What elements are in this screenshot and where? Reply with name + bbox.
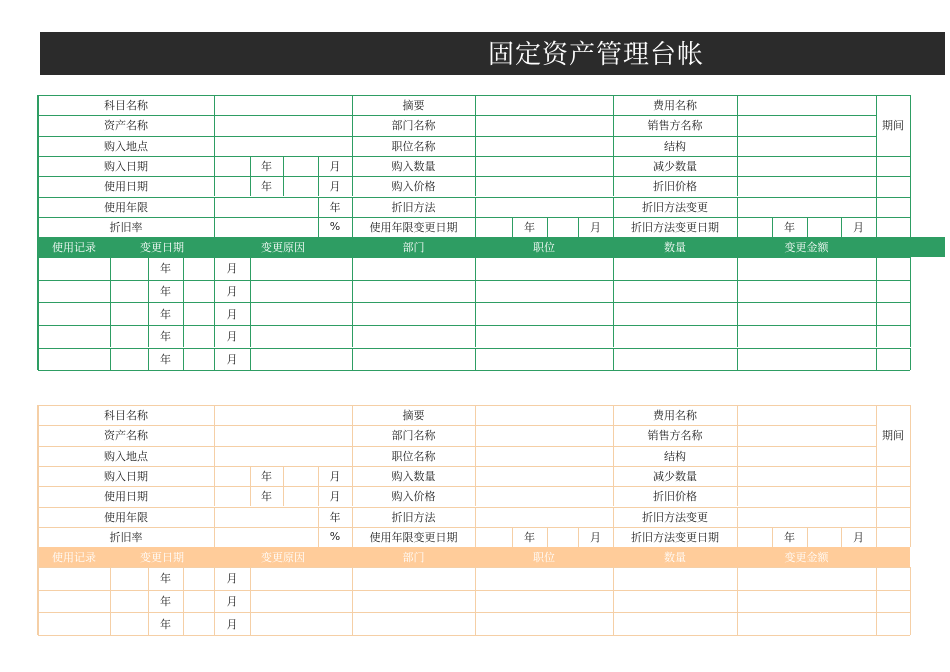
record-header-3: 部门 <box>402 551 425 565</box>
input-cell[interactable] <box>214 466 250 486</box>
record-input-cell[interactable] <box>250 348 352 371</box>
input-cell[interactable] <box>214 486 250 506</box>
header-cell[interactable]: 职位名称 <box>391 139 436 153</box>
input-cell[interactable] <box>214 136 352 156</box>
input-cell[interactable] <box>737 197 876 217</box>
record-input-cell[interactable] <box>352 302 475 325</box>
grid-line <box>910 348 911 371</box>
grid-line <box>910 405 911 547</box>
record-input-cell[interactable] <box>110 325 148 348</box>
input-cell[interactable] <box>547 217 578 237</box>
input-cell[interactable] <box>737 486 876 506</box>
record-input-cell[interactable] <box>613 612 737 635</box>
record-header-0: 使用记录 <box>52 241 96 255</box>
record-input-cell[interactable] <box>250 612 352 635</box>
header-cell[interactable]: 减少数量 <box>653 160 697 174</box>
record-input-cell[interactable] <box>737 590 876 613</box>
header-cell[interactable]: 使用年限变更日期 <box>369 530 458 544</box>
input-cell[interactable] <box>737 527 772 547</box>
grid-line <box>38 95 39 370</box>
header-cell[interactable]: 部门名称 <box>391 119 436 133</box>
grid-line <box>876 466 877 486</box>
header-cell[interactable]: 资产名称 <box>104 429 148 443</box>
header-cell[interactable]: 使用年限变更日期 <box>369 220 458 234</box>
record-input-cell[interactable] <box>613 348 737 371</box>
header-cell[interactable]: 折旧方法变更 <box>642 510 708 524</box>
record-input-cell[interactable] <box>475 280 613 303</box>
grid-line <box>876 486 877 506</box>
header-cell[interactable]: 购入价格 <box>391 490 436 504</box>
record-month-label[interactable]: 月 <box>226 262 238 276</box>
record-input-cell[interactable] <box>475 325 613 348</box>
input-cell[interactable] <box>475 486 613 506</box>
record-input-cell[interactable] <box>250 280 352 303</box>
record-input-cell[interactable] <box>110 348 148 371</box>
grid-line <box>876 156 910 157</box>
record-input-cell[interactable] <box>613 325 737 348</box>
record-input-cell[interactable] <box>876 257 910 280</box>
input-cell[interactable] <box>737 507 876 527</box>
header-cell[interactable]: 月 <box>590 220 601 234</box>
grid-line <box>910 567 911 590</box>
header-cell[interactable]: 月 <box>329 490 341 504</box>
input-cell[interactable] <box>475 95 613 115</box>
header-cell[interactable]: 购入数量 <box>391 160 436 174</box>
record-input-cell[interactable] <box>38 257 110 280</box>
header-cell[interactable]: 折旧方法变更日期 <box>631 220 719 234</box>
header-cell[interactable]: 月 <box>329 160 341 174</box>
page-title: 固定资产管理台帐 <box>488 40 705 70</box>
record-input-cell[interactable] <box>737 280 876 303</box>
input-cell[interactable] <box>737 405 876 425</box>
record-input-cell[interactable] <box>38 567 110 590</box>
header-cell[interactable]: % <box>329 530 341 544</box>
record-input-cell[interactable] <box>183 612 214 635</box>
record-header-3: 部门 <box>402 241 425 255</box>
input-cell[interactable] <box>214 115 352 135</box>
record-year-label[interactable]: 年 <box>160 572 171 586</box>
header-cell[interactable]: 费用名称 <box>653 99 697 113</box>
grid-line <box>910 280 911 303</box>
record-header-0: 使用记录 <box>52 551 96 565</box>
input-cell[interactable] <box>737 136 876 156</box>
header-cell[interactable]: 部门名称 <box>391 429 436 443</box>
record-header-2: 变更原因 <box>261 551 305 565</box>
input-cell[interactable] <box>807 527 841 547</box>
input-cell[interactable] <box>475 527 512 547</box>
grid-line <box>910 325 911 348</box>
header-cell[interactable]: 月 <box>853 220 864 234</box>
record-input-cell[interactable] <box>110 567 148 590</box>
header-cell[interactable]: 使用年限 <box>104 510 148 524</box>
header-cell[interactable]: 购入日期 <box>104 470 148 484</box>
record-input-cell[interactable] <box>475 348 613 371</box>
record-year-label[interactable]: 年 <box>160 307 171 321</box>
header-cell[interactable]: 销售方名称 <box>647 119 703 133</box>
header-cell[interactable]: 使用日期 <box>104 180 148 194</box>
input-cell[interactable] <box>214 197 318 217</box>
grid-line <box>910 95 911 237</box>
input-cell[interactable] <box>547 527 578 547</box>
input-cell[interactable] <box>475 176 613 196</box>
record-input-cell[interactable] <box>737 612 876 635</box>
period-label[interactable]: 期间 <box>882 429 904 443</box>
input-cell[interactable] <box>214 176 250 196</box>
header-cell[interactable]: 折旧价格 <box>653 180 697 194</box>
grid-line <box>38 635 910 636</box>
grid-line <box>38 405 39 635</box>
record-input-cell[interactable] <box>38 612 110 635</box>
input-cell[interactable] <box>283 156 318 176</box>
record-input-cell[interactable] <box>737 302 876 325</box>
input-cell[interactable] <box>737 425 876 445</box>
input-cell[interactable] <box>475 425 613 445</box>
grid-line <box>876 527 910 528</box>
record-header-4: 职位 <box>533 551 555 565</box>
record-input-cell[interactable] <box>183 280 214 303</box>
header-cell[interactable]: 年 <box>261 160 272 174</box>
record-input-cell[interactable] <box>250 302 352 325</box>
header-cell[interactable]: 年 <box>261 180 272 194</box>
record-month-label[interactable]: 月 <box>226 617 238 631</box>
record-input-cell[interactable] <box>250 567 352 590</box>
header-cell[interactable]: 折旧价格 <box>653 490 697 504</box>
header-cell[interactable]: 折旧方法 <box>391 510 436 524</box>
record-header-5: 数量 <box>664 241 686 255</box>
grid-line <box>876 176 877 196</box>
grid-line <box>876 466 910 467</box>
record-input-cell[interactable] <box>475 590 613 613</box>
record-month-label[interactable]: 月 <box>226 352 238 366</box>
header-cell[interactable]: 年 <box>524 530 535 544</box>
grid-line <box>910 590 911 613</box>
input-cell[interactable] <box>737 156 876 176</box>
record-input-cell[interactable] <box>475 302 613 325</box>
record-input-cell[interactable] <box>250 257 352 280</box>
header-cell[interactable]: 年 <box>261 490 272 504</box>
record-input-cell[interactable] <box>250 325 352 348</box>
grid-line <box>38 370 910 371</box>
record-header-1: 变更日期 <box>140 551 184 565</box>
record-input-cell[interactable] <box>876 590 910 613</box>
header-cell[interactable]: 结构 <box>664 449 686 463</box>
record-header-5: 数量 <box>664 551 686 565</box>
input-cell[interactable] <box>214 156 250 176</box>
record-input-cell[interactable] <box>876 280 910 303</box>
header-cell[interactable]: 购入数量 <box>391 470 436 484</box>
input-cell[interactable] <box>475 446 613 466</box>
input-cell[interactable] <box>214 446 352 466</box>
record-header-1: 变更日期 <box>140 241 184 255</box>
record-header-4: 职位 <box>533 241 555 255</box>
record-input-cell[interactable] <box>876 612 910 635</box>
record-input-cell[interactable] <box>613 567 737 590</box>
record-input-cell[interactable] <box>876 302 910 325</box>
record-input-cell[interactable] <box>110 280 148 303</box>
record-input-cell[interactable] <box>183 302 214 325</box>
record-input-cell[interactable] <box>475 567 613 590</box>
record-input-cell[interactable] <box>613 302 737 325</box>
input-cell[interactable] <box>475 405 613 425</box>
record-input-cell[interactable] <box>38 590 110 613</box>
record-input-cell[interactable] <box>352 348 475 371</box>
record-input-cell[interactable] <box>110 590 148 613</box>
record-year-label[interactable]: 年 <box>160 330 171 344</box>
input-cell[interactable] <box>737 217 772 237</box>
record-input-cell[interactable] <box>876 325 910 348</box>
record-input-cell[interactable] <box>737 567 876 590</box>
header-cell[interactable]: 年 <box>261 470 272 484</box>
header-cell[interactable]: 折旧方法 <box>391 200 436 214</box>
record-input-cell[interactable] <box>183 257 214 280</box>
record-input-cell[interactable] <box>110 302 148 325</box>
input-cell[interactable] <box>475 466 613 486</box>
grid-line <box>876 197 910 198</box>
record-input-cell[interactable] <box>613 280 737 303</box>
record-input-cell[interactable] <box>737 325 876 348</box>
input-cell[interactable] <box>737 115 876 135</box>
record-year-label[interactable]: 年 <box>160 284 171 298</box>
grid-line <box>910 612 911 635</box>
record-input-cell[interactable] <box>876 567 910 590</box>
record-month-label[interactable]: 月 <box>226 594 238 608</box>
record-year-label[interactable]: 年 <box>160 617 171 631</box>
grid-line <box>876 507 910 508</box>
header-cell[interactable]: 年 <box>524 220 535 234</box>
record-input-cell[interactable] <box>876 348 910 371</box>
header-cell[interactable]: 折旧率 <box>109 220 143 234</box>
record-month-label[interactable]: 月 <box>226 307 238 321</box>
record-input-cell[interactable] <box>38 348 110 371</box>
record-input-cell[interactable] <box>352 590 475 613</box>
input-cell[interactable] <box>214 527 318 547</box>
record-input-cell[interactable] <box>737 257 876 280</box>
record-month-label[interactable]: 月 <box>226 330 238 344</box>
record-input-cell[interactable] <box>475 257 613 280</box>
input-cell[interactable] <box>475 156 613 176</box>
header-cell[interactable]: 折旧率 <box>109 530 143 544</box>
record-input-cell[interactable] <box>183 590 214 613</box>
record-input-cell[interactable] <box>183 348 214 371</box>
input-cell[interactable] <box>475 217 512 237</box>
record-year-label[interactable]: 年 <box>160 594 171 608</box>
period-label[interactable]: 期间 <box>882 119 904 133</box>
input-cell[interactable] <box>214 507 318 527</box>
record-input-cell[interactable] <box>352 257 475 280</box>
header-cell[interactable]: 月 <box>590 530 601 544</box>
input-cell[interactable] <box>475 115 613 135</box>
input-cell[interactable] <box>214 425 352 445</box>
record-input-cell[interactable] <box>352 612 475 635</box>
header-cell[interactable]: 减少数量 <box>653 470 697 484</box>
header-cell[interactable]: 月 <box>329 470 341 484</box>
record-input-cell[interactable] <box>352 325 475 348</box>
header-cell[interactable]: 资产名称 <box>104 119 148 133</box>
input-cell[interactable] <box>283 486 318 506</box>
header-cell[interactable]: 使用年限 <box>104 200 148 214</box>
input-cell[interactable] <box>475 197 613 217</box>
input-cell[interactable] <box>737 466 876 486</box>
record-input-cell[interactable] <box>613 257 737 280</box>
record-header-6: 变更金额 <box>784 551 829 565</box>
header-cell[interactable]: 折旧方法变更 <box>642 200 708 214</box>
record-input-cell[interactable] <box>110 257 148 280</box>
header-cell[interactable]: 年 <box>329 200 341 214</box>
record-input-cell[interactable] <box>352 567 475 590</box>
header-cell[interactable]: 使用日期 <box>104 490 148 504</box>
input-cell[interactable] <box>737 95 876 115</box>
grid-line <box>876 486 910 487</box>
grid-line <box>876 217 877 237</box>
header-cell[interactable]: 费用名称 <box>653 409 697 423</box>
record-input-cell[interactable] <box>352 280 475 303</box>
header-cell[interactable]: 月 <box>853 530 864 544</box>
record-header-2: 变更原因 <box>261 241 305 255</box>
record-input-cell[interactable] <box>38 325 110 348</box>
header-cell[interactable]: 购入日期 <box>104 160 148 174</box>
grid-line <box>910 302 911 325</box>
input-cell[interactable] <box>475 136 613 156</box>
record-input-cell[interactable] <box>38 302 110 325</box>
record-input-cell[interactable] <box>183 325 214 348</box>
header-cell[interactable]: 摘要 <box>402 409 425 423</box>
record-input-cell[interactable] <box>475 612 613 635</box>
input-cell[interactable] <box>214 95 352 115</box>
grid-line <box>876 217 910 218</box>
header-cell[interactable]: 购入地点 <box>104 449 148 463</box>
header-cell[interactable]: 购入价格 <box>391 180 436 194</box>
record-input-cell[interactable] <box>110 612 148 635</box>
input-cell[interactable] <box>475 507 613 527</box>
input-cell[interactable] <box>737 446 876 466</box>
header-cell[interactable]: 年 <box>329 510 341 524</box>
header-cell[interactable]: 年 <box>784 530 795 544</box>
grid-line <box>876 197 877 217</box>
record-month-label[interactable]: 月 <box>226 284 238 298</box>
record-input-cell[interactable] <box>737 348 876 371</box>
header-cell[interactable]: 摘要 <box>402 99 425 113</box>
grid-line <box>910 257 911 280</box>
header-cell[interactable]: 年 <box>784 220 795 234</box>
grid-line <box>876 527 877 547</box>
input-cell[interactable] <box>283 466 318 486</box>
grid-line <box>876 507 877 527</box>
record-input-cell[interactable] <box>613 590 737 613</box>
record-month-label[interactable]: 月 <box>226 572 238 586</box>
header-cell[interactable]: 科目名称 <box>104 409 148 423</box>
input-cell[interactable] <box>214 217 318 237</box>
header-cell[interactable]: 折旧方法变更日期 <box>631 530 719 544</box>
grid-line <box>876 176 910 177</box>
header-cell[interactable]: 职位名称 <box>391 449 436 463</box>
header-cell[interactable]: 结构 <box>664 139 686 153</box>
record-header-6: 变更金额 <box>784 241 829 255</box>
grid-line <box>876 156 877 176</box>
input-cell[interactable] <box>807 217 841 237</box>
input-cell[interactable] <box>283 176 318 196</box>
record-year-label[interactable]: 年 <box>160 352 171 366</box>
input-cell[interactable] <box>214 405 352 425</box>
header-cell[interactable]: % <box>329 220 341 234</box>
input-cell[interactable] <box>737 176 876 196</box>
header-cell[interactable]: 科目名称 <box>104 99 148 113</box>
record-year-label[interactable]: 年 <box>160 262 171 276</box>
header-cell[interactable]: 销售方名称 <box>647 429 703 443</box>
record-input-cell[interactable] <box>38 280 110 303</box>
header-cell[interactable]: 购入地点 <box>104 139 148 153</box>
record-input-cell[interactable] <box>183 567 214 590</box>
header-cell[interactable]: 月 <box>329 180 341 194</box>
record-input-cell[interactable] <box>250 590 352 613</box>
